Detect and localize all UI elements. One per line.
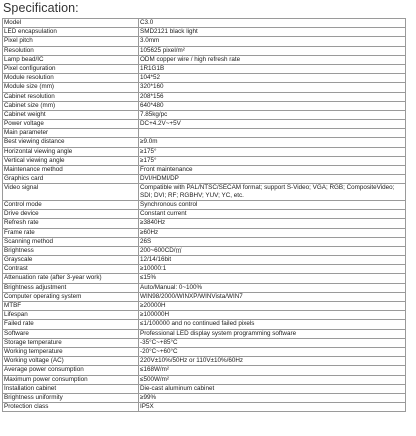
spec-label: Model (3, 19, 139, 28)
table-row (3, 129, 406, 138)
spec-label: Control mode (3, 200, 139, 209)
spec-value: 208*156 (139, 92, 406, 101)
spec-label: Module size (mm) (3, 83, 139, 92)
spec-value: SMD2121 black light (139, 28, 406, 37)
table-row (3, 200, 406, 209)
spec-label: LED encapsulation (3, 28, 139, 37)
table-row (3, 357, 406, 366)
spec-label: Attenuation rate (after 3-year work) (3, 274, 139, 283)
spec-value: Constant current (139, 210, 406, 219)
table-row (3, 83, 406, 92)
table-row (3, 147, 406, 156)
table-row (3, 366, 406, 375)
spec-value: ≥100000H (139, 311, 406, 320)
spec-label: Frame rate (3, 228, 139, 237)
spec-label: Brightness uniformity (3, 393, 139, 402)
spec-value: Compatible with PAL/NTSC/SECAM format; support S-Video; VGA; RGB; CompositeVideo; SDI; DVI; RF; RGBHV; YUV; YC, etc. (139, 184, 406, 201)
spec-label: Storage temperature (3, 338, 139, 347)
table-row (3, 246, 406, 255)
spec-value: ≥10000:1 (139, 265, 406, 274)
table-row (3, 329, 406, 338)
spec-value: DVI/HDMI/DP (139, 175, 406, 184)
table-row (3, 175, 406, 184)
spec-value: ≥9.0m (139, 138, 406, 147)
spec-value: -35°C~+85°C (139, 338, 406, 347)
spec-value: 7.85kg/pc (139, 110, 406, 119)
table-row (3, 311, 406, 320)
table-row (3, 393, 406, 402)
spec-value: IP5X (139, 403, 406, 412)
spec-label: Computer operating system (3, 292, 139, 301)
spec-value: -20°C~+60°C (139, 347, 406, 356)
table-row (3, 156, 406, 165)
table-row (3, 292, 406, 301)
page-title: Specification: (3, 1, 79, 15)
table-row (3, 384, 406, 393)
spec-value: 1R1G1B (139, 64, 406, 73)
spec-value: ≥175° (139, 147, 406, 156)
spec-value: ≥3840Hz (139, 219, 406, 228)
spec-table-body (3, 19, 406, 412)
spec-label: Cabinet weight (3, 110, 139, 119)
spec-value: 12/14/16bit (139, 256, 406, 265)
spec-value: 104*52 (139, 74, 406, 83)
spec-label: Average power consumption (3, 366, 139, 375)
table-row (3, 302, 406, 311)
spec-label: Pixel configuration (3, 64, 139, 73)
spec-label: Protection class (3, 403, 139, 412)
spec-value (139, 129, 406, 138)
spec-value: ≤500W/m² (139, 375, 406, 384)
spec-label: Graphics card (3, 175, 139, 184)
table-row (3, 320, 406, 329)
table-row (3, 138, 406, 147)
spec-label: Working voltage (AC) (3, 357, 139, 366)
spec-value: 220V±10%/50Hz or 110V±10%/60Hz (139, 357, 406, 366)
spec-label: Module resolution (3, 74, 139, 83)
spec-value: 320*160 (139, 83, 406, 92)
spec-label: Failed rate (3, 320, 139, 329)
spec-value: ≥20000H (139, 302, 406, 311)
table-row (3, 101, 406, 110)
spec-label: MTBF (3, 302, 139, 311)
spec-value: WIN98/2000/WINXP/WINVista/WIN7 (139, 292, 406, 301)
spec-label: Contrast (3, 265, 139, 274)
spec-value: ≤15% (139, 274, 406, 283)
spec-table (2, 18, 406, 412)
spec-value: ≥60Hz (139, 228, 406, 237)
table-row (3, 283, 406, 292)
table-row (3, 237, 406, 246)
table-row (3, 256, 406, 265)
spec-value: 3.0mm (139, 37, 406, 46)
spec-value: Professional LED display system programming software (139, 329, 406, 338)
table-row (3, 219, 406, 228)
spec-label: Best viewing distance (3, 138, 139, 147)
spec-value: 105625 pixel/m² (139, 46, 406, 55)
spec-label: Lamp bead/IC (3, 55, 139, 64)
spec-label: Pixel pitch (3, 37, 139, 46)
spec-value: DC+4.2V~+5V (139, 120, 406, 129)
spec-value: Synchronous control (139, 200, 406, 209)
spec-label: Cabinet resolution (3, 92, 139, 101)
table-row (3, 184, 406, 201)
spec-value: ≤168W/m² (139, 366, 406, 375)
spec-value: Auto/Manual: 0~100% (139, 283, 406, 292)
spec-label: Video signal (3, 184, 139, 201)
spec-label: Brightness (3, 246, 139, 255)
table-row (3, 120, 406, 129)
table-row (3, 166, 406, 175)
spec-value: ≤1/100000 and no continued failed pixels (139, 320, 406, 329)
spec-label: Maintenance method (3, 166, 139, 175)
table-row (3, 265, 406, 274)
table-row (3, 74, 406, 83)
spec-label: Installation cabinet (3, 384, 139, 393)
spec-value: 640*480 (139, 101, 406, 110)
table-row (3, 210, 406, 219)
table-row (3, 92, 406, 101)
spec-label: Maximum power consumption (3, 375, 139, 384)
spec-value: C3.0 (139, 19, 406, 28)
spec-value: ≥99% (139, 393, 406, 402)
table-row (3, 110, 406, 119)
table-row (3, 375, 406, 384)
spec-label: Lifespan (3, 311, 139, 320)
spec-label: Refresh rate (3, 219, 139, 228)
spec-value: Front maintenance (139, 166, 406, 175)
spec-value: 200~600CD/㎡ (139, 246, 406, 255)
spec-label: Grayscale (3, 256, 139, 265)
table-row (3, 64, 406, 73)
spec-label: Resolution (3, 46, 139, 55)
table-row (3, 46, 406, 55)
spec-value: ODM copper wire / high refresh rate (139, 55, 406, 64)
spec-value: ≥175° (139, 156, 406, 165)
spec-label: Working temperature (3, 347, 139, 356)
spec-label: Cabinet size (mm) (3, 101, 139, 110)
table-row (3, 19, 406, 28)
table-row (3, 37, 406, 46)
table-row (3, 55, 406, 64)
spec-label: Brightness adjustment (3, 283, 139, 292)
spec-label: Scanning method (3, 237, 139, 246)
spec-value: 26S (139, 237, 406, 246)
spec-label: Vertical viewing angle (3, 156, 139, 165)
table-row (3, 228, 406, 237)
spec-label: Horizontal viewing angle (3, 147, 139, 156)
table-row (3, 28, 406, 37)
spec-label: Main parameter (3, 129, 139, 138)
table-row (3, 347, 406, 356)
table-row (3, 403, 406, 412)
spec-label: Software (3, 329, 139, 338)
table-row (3, 338, 406, 347)
table-row (3, 274, 406, 283)
spec-value: Die-cast aluminum cabinet (139, 384, 406, 393)
spec-label: Drive device (3, 210, 139, 219)
spec-label: Power voltage (3, 120, 139, 129)
